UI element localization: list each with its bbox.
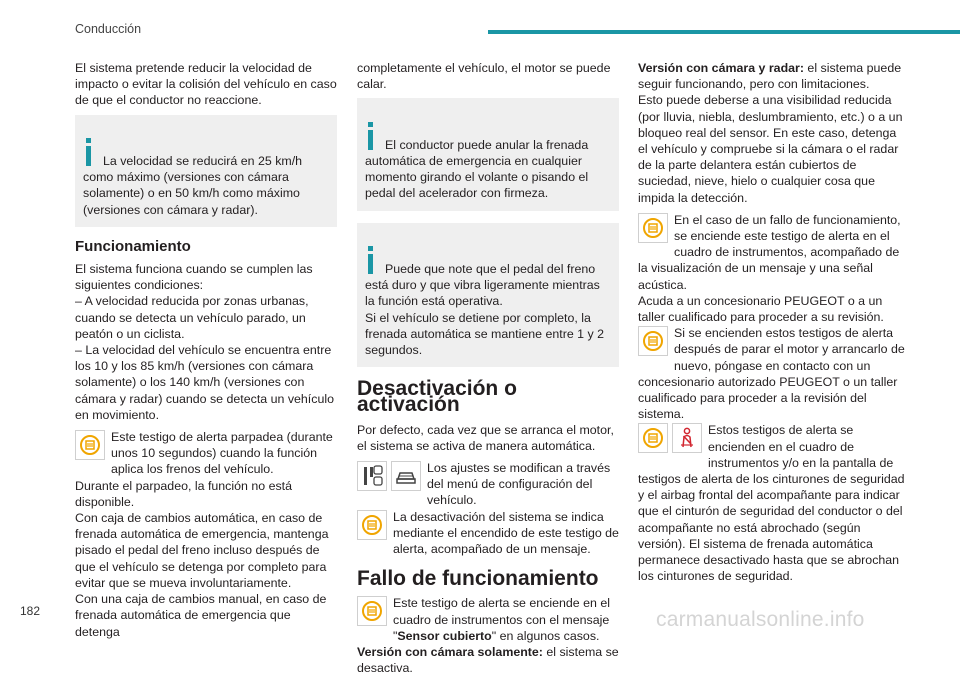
collision-warning-icon: [638, 213, 668, 243]
page-number: 182: [20, 604, 41, 618]
collision-warning-icon: [638, 423, 668, 453]
indicator-text: Los ajustes se modifican a través del menú de configuración del vehículo.: [427, 461, 611, 508]
vehicle-icon: [391, 461, 421, 491]
seatbelt-warning-icon: [672, 423, 702, 453]
info-note: [75, 115, 337, 227]
info-note: [357, 223, 619, 368]
radar-paragraph: Versión con cámara y radar: el sistema puede seguir funcionando, pero con limitaciones. Esto puede deberse a una visibilidad reducida (por lluvia, niebla, deslumbramiento, etc.) o a un bloqueo real del sensor. En este caso, detenga el vehículo y compruebe si la cámara o el radar de la parte delantera están cubiertos de suciedad, nieve, hielo o cualquier cosa que impida la detección.: [638, 61, 903, 205]
indicator-item: [638, 325, 906, 422]
continued-paragraph: completamente el vehículo, el motor se puede calar.: [357, 61, 611, 92]
indicator-text: Este testigo de alerta parpadea (durante unos 10 segundos) cuando la función aplica los frenos del vehículo. Durante el parpadeo, la función no está disponible. Con caja de cambios automática, en caso de frenada automática de emergencia, mantenga pisado el pedal del freno incluso después de que el vehículo se detenga por completo para evitar que se mueva involuntariamente. Con una caja de cambios manual, en caso de frenada automática de emergencia que detenga: [75, 430, 333, 639]
indicator-item: [357, 595, 619, 644]
indicator-text: En el caso de un fallo de funcionamiento, se enciende este testigo de alerta en el cuadro de instrumentos, acompañado de la visualización de un mensaje y una señal acústica. Acuda a un concesionario PEUGEOT o a un taller cualificado para proceder a su revisión.: [638, 212, 901, 325]
collision-warning-icon: [357, 510, 387, 540]
indicator-text: Este testigo de alerta se enciende en el cuadro de instrumentos con el mensaje "Sensor cubierto" en algunos casos.: [393, 596, 610, 643]
conditions-paragraph: El sistema funciona cuando se cumplen las siguientes condiciones: – A velocidad reducida por zonas urbanas, cuando se detecta un vehículo parado, un peatón o un ciclista. – La velocidad del vehículo se encuentra entre los 10 y los 85 km/h (versiones con cámara solamente) o los 140 km/h (versiones con cámara y radar) cuando se detecta un vehículo en movimiento.: [75, 262, 334, 422]
section-heading-desactivacion: Desactivación o activación: [357, 377, 517, 417]
collision-warning-icon: [357, 596, 387, 626]
collision-warning-icon: [638, 326, 668, 356]
section-heading-fallo: Fallo de funcionamiento: [357, 567, 599, 591]
intro-paragraph: El sistema pretende reducir la velocidad de impacto o evitar la colisión del vehículo en caso de que el conductor no reaccione.: [75, 61, 337, 108]
column-3: [638, 60, 906, 585]
section-heading-funcionamiento: Funcionamiento: [75, 237, 191, 255]
indicator-text: Estos testigos de alerta se encienden en el cuadro de instrumentos y/o en la pantalla de testigos de alerta de los cinturones de seguridad y el airbag frontal del acompañante para indicar que el cinturón de seguridad del conductor o del acompañante no está abrochado (según versión). El sistema de frenada automática permanece desactivado hasta que se abrochan los cinturones de seguridad.: [638, 423, 905, 584]
info-note: [357, 98, 619, 210]
indicator-text: La desactivación del sistema se indica mediante el encendido de este testigo de alerta, acompañado de un mensaje.: [393, 509, 619, 557]
note-text: Puede que note que el pedal del freno está duro y que vibra ligeramente mientras la función está operativa. Si el vehículo se detiene por completo, la frenada automática se mantiene entre 1 y 2 segundos.: [365, 262, 605, 358]
indicator-item: [638, 212, 906, 325]
sensor-message: Sensor cubierto: [397, 628, 492, 643]
default-paragraph: Por defecto, cada vez que se arranca el motor, el sistema se activa de manera automática.: [357, 422, 614, 453]
column-1: [75, 60, 337, 640]
info-icon: [365, 246, 379, 274]
settings-menu-icon: [357, 461, 387, 491]
note-text: La velocidad se reducirá en 25 km/h como máximo (versiones con cámara solamente) o en 50 km/h como máximo (versiones con cámara y radar).: [83, 154, 303, 217]
camera-only-paragraph: Versión con cámara solamente: el sistema se desactiva.: [357, 645, 619, 676]
info-icon: [83, 138, 97, 166]
indicator-text: Si se encienden estos testigos de alerta después de parar el motor y arrancarlo de nuevo, póngase en contacto con un concesionario autorizado PEUGEOT o un taller cualificado para proceder a la revisión del sistema.: [638, 326, 905, 422]
section-title: Conducción: [75, 22, 142, 36]
indicator-item: [357, 509, 619, 558]
page-header: [0, 0, 960, 40]
collision-warning-icon: [75, 430, 105, 460]
watermark: carmanualsonline.info: [656, 608, 865, 631]
indicator-item: [638, 422, 906, 584]
indicator-item: [357, 460, 619, 509]
header-accent-rule: [488, 30, 960, 34]
indicator-item: [75, 429, 337, 640]
note-text: El conductor puede anular la frenada automática de emergencia en cualquier momento girando el volante o pisando el pedal del acelerador con firmeza.: [365, 137, 589, 201]
column-2: [357, 60, 619, 683]
info-icon: [365, 122, 379, 150]
